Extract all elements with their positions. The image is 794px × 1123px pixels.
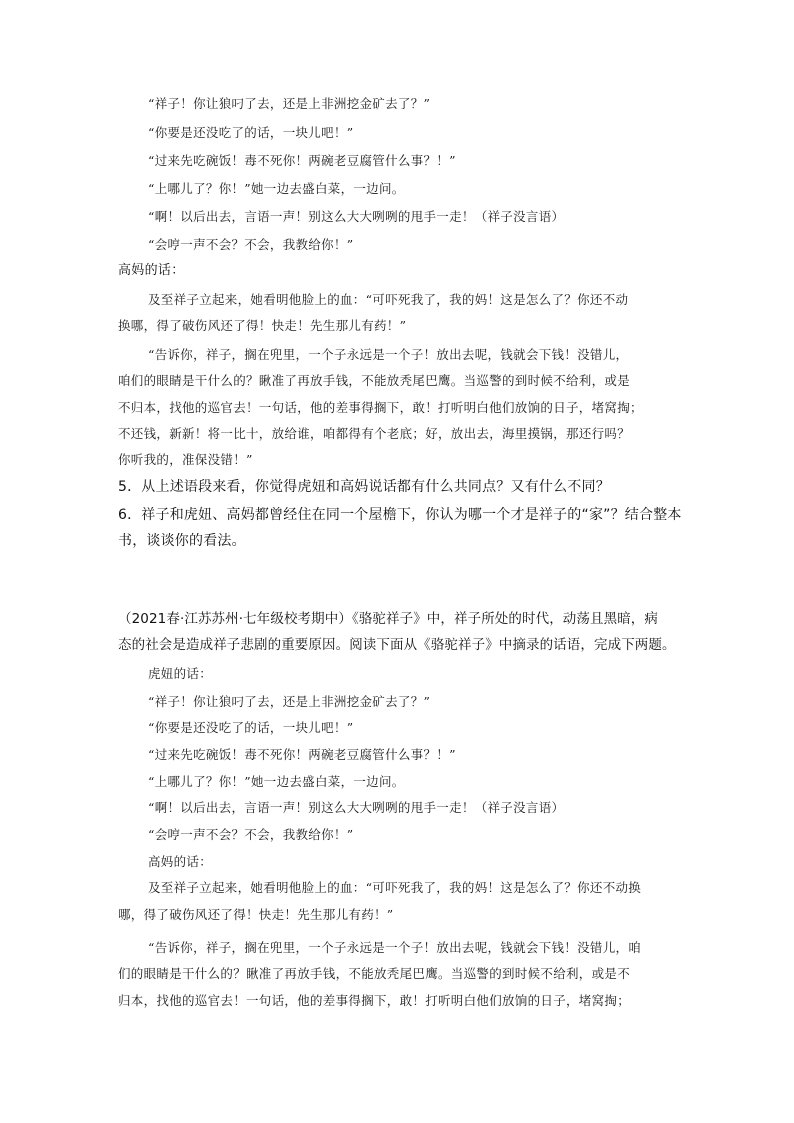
huniu-label: 虎妞的话：	[148, 666, 213, 681]
huniu-line-6: “会哼一声不会？不会，我教给你！”	[148, 237, 354, 252]
gaoma-label: 高妈的话：	[118, 263, 185, 278]
s2-gaoma-label: 高妈的话：	[148, 854, 213, 869]
s2-gaoma-para1-line-1: 及至祥子立起来，她看明他脸上的血：“可吓死我了，我的妈！这是怎么了？你还不动换	[148, 880, 642, 895]
s2-gaoma-para1-line-2: 哪，得了破伤风还了得！快走！先生那儿有药！”	[118, 907, 394, 922]
huniu-line-1: “祥子！你让狼叼了去，还是上非洲挖金矿去了？”	[148, 96, 431, 111]
s2-huniu-line-5: “啊！以后出去，言语一声！别这么大大咧咧的甩手一走！（祥子没言语）	[148, 800, 565, 815]
gaoma-para2-line-3: 不归本，找他的巡官去！一句话，他的差事得搁下，敢！打听明白他们放饷的日子，堵窝掏；	[118, 400, 643, 415]
s2-gaoma-para2-line-2: 们的眼睛是干什么的？瞅准了再放手钱，不能放秃尾巴鹰。当巡警的到时候不给利，或是不	[118, 966, 631, 981]
intro-line-2: 态的社会是造成祥子悲剧的重要原因。阅读下面从《骆驼祥子》中摘录的话语，完成下两题。	[118, 637, 676, 653]
s2-huniu-line-2: “你要是还没吃了的话，一块儿吧！”	[148, 720, 354, 735]
s2-gaoma-para2-line-3: 归本，找他的巡官去！一句话，他的差事得搁下，敢！打听明白他们放饷的日子，堵窝掏；	[118, 993, 631, 1008]
gaoma-para2-line-4: 不还钱，新新！将一比十，放给谁，咱都得有个老底；好，放出去，海里摸锅，那还行吗？	[118, 426, 631, 441]
gaoma-para2-line-2: 咱们的眼睛是干什么的？瞅准了再放手钱，不能放秃尾巴鹰。当巡警的到时候不给利，或是	[118, 373, 631, 388]
gaoma-para2-line-5: 你听我的，准保没错！”	[118, 452, 253, 467]
s2-huniu-line-3: “过来先吃碗饭！毒不死你！两碗老豆腐管什么事？！”	[148, 747, 456, 762]
huniu-line-5: “啊！以后出去，言语一声！别这么大大咧咧的甩手一走！（祥子没言语）	[148, 209, 565, 224]
gaoma-para1-line-1: 及至祥子立起来，她看明他脸上的血：“可吓死我了，我的妈！这是怎么了？你还不动	[148, 292, 629, 307]
s2-huniu-line-4: “上哪儿了？你！”她一边去盛白菜，一边问。	[148, 774, 405, 789]
huniu-line-2: “你要是还没吃了的话，一块儿吧！”	[148, 125, 354, 140]
s2-gaoma-para2-line-1: “告诉你，祥子，搁在兜里，一个子永远是一个子！放出去呢，钱就会下钱！没错儿，咱	[148, 940, 642, 955]
s2-huniu-line-1: “祥子！你让狼叼了去，还是上非洲挖金矿去了？”	[148, 694, 431, 709]
s2-huniu-line-6: “会哼一声不会？不会，我教给你！”	[148, 827, 354, 842]
question-6-line-1: 6．祥子和虎妞、高妈都曾经住在同一个屋檐下，你认为哪一个才是祥子的“家”？结合整本	[118, 507, 682, 523]
gaoma-para1-line-2: 换哪，得了破伤风还了得！快走！先生那儿有药！”	[118, 318, 407, 333]
gaoma-para2-line-1: “告诉你，祥子，搁在兜里，一个子永远是一个子！放出去呢，钱就会下钱！没错儿，	[148, 347, 629, 362]
question-5: 5．从上述语段来看，你觉得虎妞和高妈说话都有什么共同点？又有什么不同？	[118, 479, 610, 495]
intro-line-1: （2021春·江苏苏州·七年级校考期中）《骆驼祥子》中，祥子所处的时代，动荡且黑暗，病	[118, 611, 658, 627]
huniu-line-4: “上哪儿了？你！”她一边去盛白菜，一边问。	[148, 181, 405, 196]
huniu-line-3: “过来先吃碗饭！毒不死你！两碗老豆腐管什么事？！”	[148, 153, 456, 168]
question-6-line-2: 书，谈谈你的看法。	[118, 533, 246, 549]
